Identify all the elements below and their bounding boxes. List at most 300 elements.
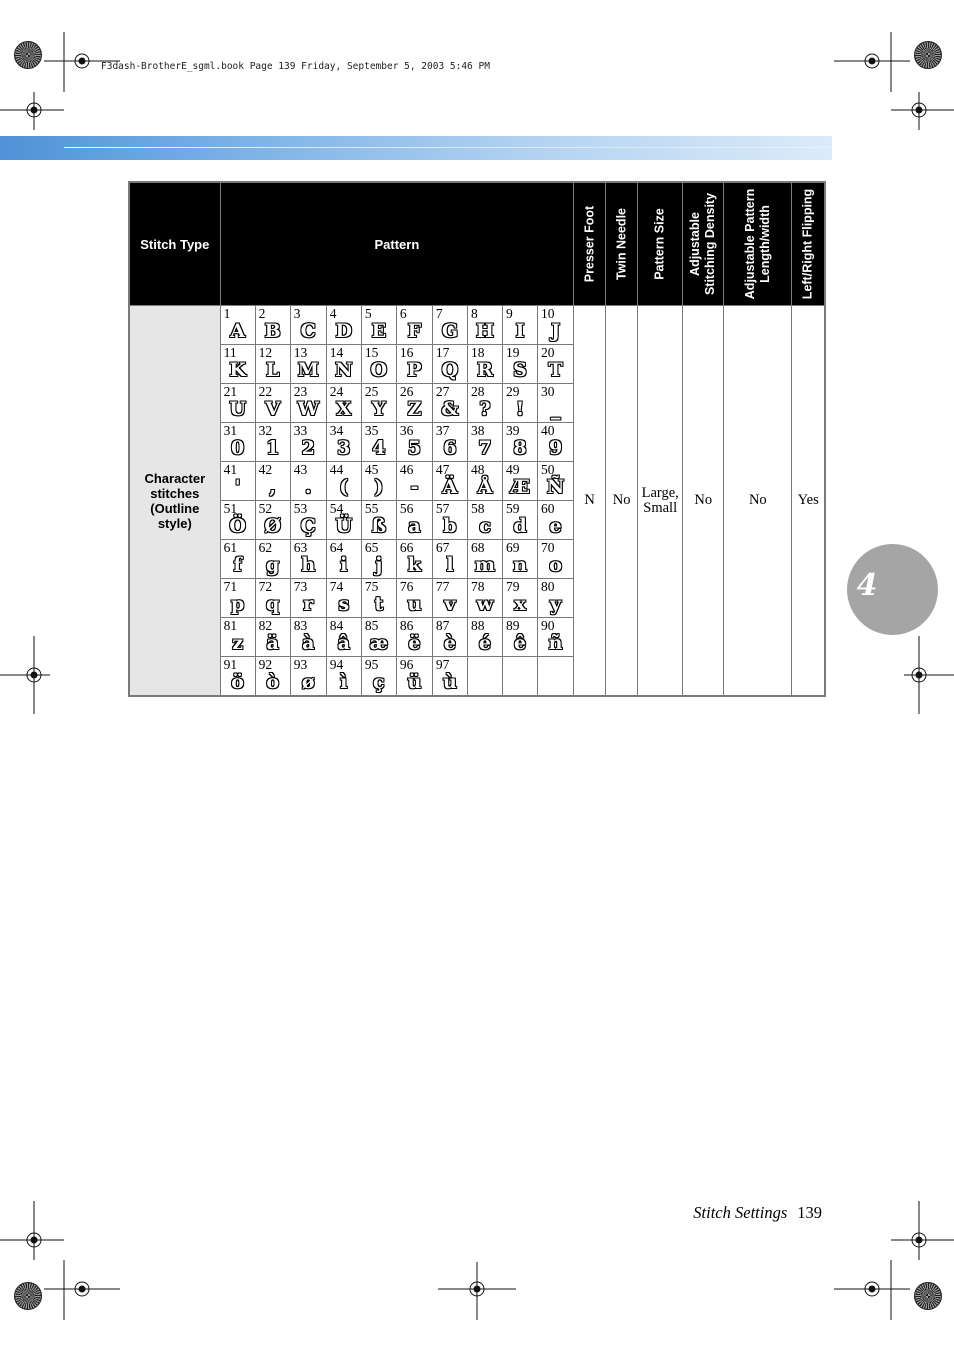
pattern-cell[interactable] — [361, 618, 396, 657]
adjustable-length-width-value — [724, 306, 792, 697]
pattern-number: 87 — [435, 618, 450, 633]
pattern-glyph: ( — [339, 476, 349, 498]
pattern-number: 83 — [293, 618, 308, 633]
pattern-number: 67 — [435, 540, 450, 555]
pattern-glyph: v — [444, 593, 456, 615]
pattern-cell[interactable] — [326, 579, 361, 618]
pattern-cell[interactable] — [503, 462, 538, 501]
pattern-cell[interactable] — [432, 423, 467, 462]
pattern-cell[interactable] — [467, 540, 502, 579]
pattern-glyph: C — [300, 320, 316, 342]
pattern-glyph: G — [441, 320, 459, 342]
pattern-cell[interactable] — [538, 423, 574, 462]
pattern-cell[interactable] — [467, 384, 502, 423]
pattern-glyph: â — [337, 632, 350, 654]
pattern-glyph: Q — [441, 359, 459, 381]
pattern-glyph: m — [474, 554, 496, 576]
footer-section-title: Stitch Settings — [693, 1203, 788, 1222]
stitch-type-line: (Outline — [150, 500, 200, 516]
pattern-cell[interactable] — [538, 462, 574, 501]
pattern-glyph: h — [301, 554, 316, 576]
pattern-number: 47 — [435, 462, 450, 477]
pattern-cell[interactable] — [220, 657, 255, 697]
pattern-glyph: ) — [374, 476, 384, 498]
pattern-number: 43 — [293, 462, 308, 477]
pattern-glyph: , — [269, 476, 276, 498]
pattern-number: 28 — [470, 384, 485, 399]
pattern-glyph: ê — [513, 632, 527, 654]
pattern-number: 9 — [506, 306, 513, 321]
pattern-cell[interactable] — [503, 345, 538, 384]
pattern-number: 48 — [470, 462, 485, 477]
pattern-glyph: X — [336, 398, 352, 420]
pattern-cell[interactable] — [538, 579, 574, 618]
pattern-number: 50 — [541, 462, 555, 477]
pattern-number: 35 — [364, 423, 379, 438]
pattern-cell[interactable] — [220, 462, 255, 501]
pattern-number: 90 — [541, 618, 555, 633]
pattern-number: 70 — [541, 540, 555, 555]
pattern-glyph: Ä — [442, 476, 458, 498]
pattern-glyph: & — [441, 398, 459, 420]
pattern-number: 78 — [470, 579, 485, 594]
pattern-number: 72 — [258, 579, 273, 594]
pattern-glyph: D — [335, 320, 353, 342]
pattern-cell[interactable] — [396, 618, 432, 657]
pattern-number: 34 — [329, 423, 344, 438]
pattern-number: 65 — [364, 540, 379, 555]
twin-needle-value — [606, 306, 638, 697]
pattern-cell[interactable] — [326, 540, 361, 579]
stitch-settings-table — [128, 181, 826, 697]
pattern-cell[interactable] — [220, 384, 255, 423]
pattern-number: 76 — [399, 579, 414, 594]
pattern-cell[interactable] — [432, 540, 467, 579]
pattern-cell[interactable] — [467, 423, 502, 462]
pattern-glyph: è — [443, 632, 456, 654]
pattern-size-value-text: Small — [643, 499, 678, 516]
pattern-glyph: 2 — [301, 437, 315, 459]
stitch-type-line: stitches — [150, 485, 200, 501]
header-adjustable-density: Adjustable Stitching Density — [683, 182, 724, 306]
stitch-type-line: Character — [144, 470, 206, 486]
pattern-number: 86 — [399, 618, 414, 633]
pattern-cell[interactable] — [220, 579, 255, 618]
pattern-cell[interactable] — [467, 618, 502, 657]
chapter-number: 4 — [856, 568, 878, 603]
pattern-glyph: t — [374, 593, 384, 615]
pattern-number: 24 — [329, 384, 344, 399]
pattern-number: 7 — [435, 306, 443, 321]
pattern-cell[interactable] — [290, 306, 326, 345]
pattern-cell[interactable] — [326, 306, 361, 345]
pattern-cell[interactable] — [255, 462, 290, 501]
left-right-flipping-value — [792, 306, 825, 697]
pattern-number: 26 — [399, 384, 414, 399]
pattern-number: 29 — [506, 384, 520, 399]
pattern-cell[interactable] — [538, 306, 574, 345]
pattern-number: 58 — [470, 501, 485, 516]
pattern-cell[interactable] — [538, 501, 574, 540]
pattern-cell[interactable] — [220, 501, 255, 540]
pattern-glyph: O — [370, 359, 388, 381]
pattern-number: 40 — [541, 423, 555, 438]
pattern-number: 68 — [470, 540, 485, 555]
pattern-number: 19 — [506, 345, 520, 360]
pattern-glyph: V — [265, 398, 281, 420]
pattern-cell[interactable] — [467, 579, 502, 618]
pattern-glyph: ø — [301, 671, 315, 693]
pattern-number: 93 — [293, 657, 308, 672]
pattern-number: 80 — [541, 579, 555, 594]
pattern-glyph: Ü — [335, 515, 353, 537]
pattern-glyph: i — [340, 554, 348, 576]
pattern-cell[interactable] — [255, 306, 290, 345]
pattern-glyph: 8 — [513, 437, 527, 459]
adjustable-density-value — [683, 306, 724, 697]
pattern-cell[interactable] — [503, 306, 538, 345]
pattern-glyph: Y — [372, 398, 386, 420]
pattern-number: 16 — [399, 345, 414, 360]
pattern-number: 88 — [470, 618, 485, 633]
page-number: 139 — [797, 1203, 822, 1222]
pattern-number: 60 — [541, 501, 555, 516]
pattern-number: 11 — [223, 345, 237, 360]
empty-cell — [538, 657, 574, 697]
pattern-number: 52 — [258, 501, 273, 516]
pattern-cell[interactable] — [361, 657, 396, 697]
pattern-number: 2 — [258, 306, 266, 321]
pattern-number: 84 — [329, 618, 344, 633]
pattern-cell[interactable] — [396, 423, 432, 462]
pattern-cell[interactable] — [432, 618, 467, 657]
pattern-number: 82 — [258, 618, 273, 633]
pattern-cell[interactable] — [503, 501, 538, 540]
pattern-number: 15 — [364, 345, 379, 360]
page-footer — [693, 1203, 822, 1223]
pattern-cell[interactable] — [432, 579, 467, 618]
pattern-cell[interactable] — [396, 657, 432, 697]
pattern-cell[interactable] — [255, 501, 290, 540]
pattern-glyph: à — [302, 632, 315, 654]
pattern-cell[interactable] — [255, 345, 290, 384]
pattern-glyph: 9 — [548, 437, 563, 459]
pattern-cell[interactable] — [220, 345, 255, 384]
pattern-number: 1 — [223, 306, 231, 321]
pattern-glyph: ñ — [548, 632, 563, 654]
header-adjustable-length-width: Adjustable Pattern Length/width — [724, 182, 792, 306]
twin-needle-value-text: No — [612, 492, 631, 508]
pattern-number: 42 — [258, 462, 273, 477]
pattern-glyph: T — [548, 359, 563, 381]
pattern-number: 91 — [223, 657, 238, 672]
pattern-cell[interactable] — [396, 384, 432, 423]
pattern-glyph: n — [513, 554, 527, 576]
pattern-number: 31 — [223, 423, 238, 438]
pattern-cell[interactable] — [503, 540, 538, 579]
pattern-glyph: e — [549, 515, 562, 537]
pattern-glyph: Æ — [510, 476, 530, 498]
pattern-number: 66 — [399, 540, 414, 555]
pattern-number: 22 — [258, 384, 273, 399]
adjustable-density-value-text: No — [694, 492, 713, 508]
pattern-glyph: R — [477, 359, 493, 381]
stitch-type-cell — [129, 306, 220, 697]
pattern-cell[interactable] — [361, 306, 396, 345]
left-right-flipping-value-text: Yes — [797, 492, 819, 508]
pattern-cell[interactable] — [396, 306, 432, 345]
pattern-number: 54 — [329, 501, 344, 516]
pattern-glyph: 7 — [478, 437, 492, 459]
pattern-number: 20 — [541, 345, 555, 360]
pattern-cell[interactable] — [432, 657, 467, 697]
pattern-cell[interactable] — [361, 345, 396, 384]
pattern-number: 74 — [329, 579, 344, 594]
pattern-glyph: B — [264, 320, 281, 342]
pattern-cell[interactable] — [326, 384, 361, 423]
pattern-number: 55 — [364, 501, 379, 516]
pattern-cell[interactable] — [503, 423, 538, 462]
pattern-cell[interactable] — [326, 462, 361, 501]
pattern-number: 41 — [223, 462, 238, 477]
pattern-glyph: é — [478, 632, 492, 654]
pattern-number: 3 — [293, 306, 301, 321]
pattern-cell[interactable] — [432, 501, 467, 540]
pattern-cell[interactable] — [326, 657, 361, 697]
pattern-number: 25 — [364, 384, 379, 399]
pattern-number: 89 — [506, 618, 520, 633]
pattern-number: 39 — [506, 423, 520, 438]
pattern-glyph: _ — [550, 398, 561, 420]
pattern-glyph: ' — [234, 476, 241, 498]
pattern-cell[interactable] — [361, 384, 396, 423]
pattern-number: 59 — [506, 501, 520, 516]
pattern-cell[interactable] — [503, 384, 538, 423]
pattern-cell[interactable] — [220, 618, 255, 657]
pattern-glyph: J — [551, 320, 561, 342]
pattern-cell[interactable] — [396, 501, 432, 540]
pattern-cell[interactable] — [467, 501, 502, 540]
pattern-number: 81 — [223, 618, 238, 633]
pattern-number: 46 — [399, 462, 414, 477]
pattern-glyph: Z — [407, 398, 422, 420]
header-stitch-type: Stitch Type — [129, 182, 220, 306]
pattern-glyph: ç — [373, 671, 385, 693]
pattern-cell[interactable] — [290, 384, 326, 423]
pattern-cell[interactable] — [326, 618, 361, 657]
pattern-number: 95 — [364, 657, 379, 672]
pattern-cell[interactable] — [467, 462, 502, 501]
table-row — [129, 306, 825, 345]
pattern-cell[interactable] — [326, 501, 361, 540]
pattern-size-value-text: Large, — [641, 484, 679, 501]
pattern-number: 97 — [435, 657, 450, 672]
pattern-cell[interactable] — [326, 345, 361, 384]
pattern-cell[interactable] — [255, 657, 290, 697]
print-header-line: F3dash-BrotherE_sgml.book Page 139 Friday, September 5, 2003 5:46 PM — [101, 61, 490, 72]
pattern-glyph: ß — [371, 515, 387, 537]
pattern-glyph: l — [446, 554, 454, 576]
pattern-number: 6 — [399, 306, 407, 321]
pattern-cell[interactable] — [503, 618, 538, 657]
presser-foot-value-text: N — [584, 492, 595, 508]
pattern-number: 12 — [258, 345, 273, 360]
pattern-glyph: k — [407, 554, 421, 576]
pattern-glyph: H — [476, 320, 494, 342]
pattern-number: 44 — [329, 462, 344, 477]
pattern-number: 18 — [470, 345, 485, 360]
pattern-cell[interactable] — [432, 306, 467, 345]
pattern-cell[interactable] — [290, 423, 326, 462]
pattern-glyph: 5 — [407, 437, 421, 459]
pattern-glyph: ù — [443, 671, 457, 693]
pattern-number: 45 — [364, 462, 379, 477]
pattern-number: 10 — [541, 306, 555, 321]
pattern-glyph: P — [407, 359, 422, 381]
pattern-cell[interactable] — [396, 579, 432, 618]
pattern-glyph: A — [230, 320, 246, 342]
pattern-number: 53 — [293, 501, 308, 516]
pattern-glyph: ! — [515, 398, 525, 420]
pattern-glyph: y — [550, 593, 562, 615]
pattern-glyph: w — [476, 593, 494, 615]
pattern-cell[interactable] — [290, 618, 326, 657]
pattern-number: 13 — [293, 345, 308, 360]
pattern-cell[interactable] — [396, 540, 432, 579]
pattern-glyph: ö — [231, 671, 244, 693]
pattern-cell[interactable] — [538, 384, 574, 423]
pattern-glyph: Ç — [300, 515, 316, 537]
pattern-glyph: 1 — [266, 437, 280, 459]
pattern-cell[interactable] — [220, 423, 255, 462]
empty-cell — [503, 657, 538, 697]
pattern-glyph: I — [515, 320, 525, 342]
pattern-number: 57 — [435, 501, 450, 516]
pattern-glyph: b — [443, 515, 457, 537]
pattern-glyph: U — [229, 398, 246, 420]
pattern-number: 17 — [435, 345, 450, 360]
pattern-glyph: ì — [340, 671, 348, 693]
pattern-cell[interactable] — [326, 423, 361, 462]
header-twin-needle: Twin Needle — [606, 182, 638, 306]
pattern-number: 30 — [541, 384, 555, 399]
pattern-glyph: æ — [369, 632, 389, 654]
pattern-glyph: . — [304, 476, 312, 498]
pattern-cell[interactable] — [361, 501, 396, 540]
pattern-number: 79 — [506, 579, 520, 594]
pattern-cell[interactable] — [220, 306, 255, 345]
pattern-glyph: s — [338, 593, 350, 615]
pattern-glyph: x — [514, 593, 526, 615]
pattern-glyph: 0 — [231, 437, 245, 459]
pattern-cell[interactable] — [255, 423, 290, 462]
adjustable-length-width-value-text: No — [748, 492, 767, 508]
pattern-number: 49 — [506, 462, 520, 477]
pattern-glyph: d — [513, 515, 527, 537]
header-pattern-size: Pattern Size — [638, 182, 683, 306]
pattern-cell[interactable] — [255, 618, 290, 657]
pattern-glyph: 4 — [372, 437, 386, 459]
pattern-cell[interactable] — [467, 306, 502, 345]
pattern-glyph: a — [408, 515, 421, 537]
pattern-number: 77 — [435, 579, 450, 594]
pattern-glyph: S — [513, 359, 527, 381]
pattern-glyph: Ö — [229, 515, 246, 537]
pattern-cell[interactable] — [290, 540, 326, 579]
pattern-glyph: ü — [407, 671, 422, 693]
pattern-cell[interactable] — [290, 579, 326, 618]
pattern-number: 4 — [329, 306, 337, 321]
pattern-cell[interactable] — [290, 501, 326, 540]
pattern-cell[interactable] — [255, 540, 290, 579]
pattern-glyph: g — [266, 554, 280, 576]
pattern-cell[interactable] — [361, 579, 396, 618]
pattern-number: 27 — [435, 384, 450, 399]
pattern-cell[interactable] — [538, 540, 574, 579]
pattern-number: 94 — [329, 657, 344, 672]
pattern-cell[interactable] — [432, 345, 467, 384]
pattern-cell[interactable] — [538, 345, 574, 384]
pattern-cell[interactable] — [503, 579, 538, 618]
pattern-cell[interactable] — [290, 462, 326, 501]
pattern-cell[interactable] — [538, 618, 574, 657]
pattern-glyph: Ñ — [546, 476, 565, 498]
pattern-cell[interactable] — [290, 657, 326, 697]
pattern-cell[interactable] — [290, 345, 326, 384]
pattern-number: 75 — [364, 579, 379, 594]
pattern-cell[interactable] — [255, 579, 290, 618]
pattern-cell[interactable] — [361, 540, 396, 579]
pattern-number: 33 — [293, 423, 308, 438]
pattern-number: 56 — [399, 501, 414, 516]
pattern-number: 64 — [329, 540, 344, 555]
pattern-glyph: f — [233, 554, 242, 576]
pattern-number: 5 — [364, 306, 372, 321]
pattern-cell[interactable] — [396, 462, 432, 501]
pattern-glyph: Ø — [264, 515, 281, 537]
pattern-number: 85 — [364, 618, 379, 633]
pattern-glyph: Å — [477, 476, 493, 498]
pattern-glyph: z — [232, 632, 244, 654]
pattern-cell[interactable] — [432, 462, 467, 501]
pattern-glyph: ò — [266, 671, 280, 693]
pattern-number: 21 — [223, 384, 238, 399]
header-color-band — [0, 136, 832, 160]
pattern-glyph: L — [266, 359, 280, 381]
header-band-line — [64, 147, 832, 148]
pattern-number: 36 — [399, 423, 414, 438]
pattern-number: 14 — [329, 345, 344, 360]
pattern-cell[interactable] — [255, 384, 290, 423]
pattern-glyph: 3 — [337, 437, 351, 459]
pattern-glyph: ? — [479, 398, 491, 420]
pattern-cell[interactable] — [361, 462, 396, 501]
pattern-cell[interactable] — [361, 423, 396, 462]
pattern-cell[interactable] — [396, 345, 432, 384]
pattern-glyph: 6 — [443, 437, 457, 459]
pattern-number: 23 — [293, 384, 308, 399]
pattern-cell[interactable] — [432, 384, 467, 423]
header-presser-foot: Presser Foot — [574, 182, 606, 306]
pattern-glyph: K — [229, 359, 246, 381]
pattern-glyph: ë — [408, 632, 421, 654]
pattern-cell[interactable] — [220, 540, 255, 579]
pattern-cell[interactable] — [467, 345, 502, 384]
pattern-glyph: W — [297, 398, 319, 420]
pattern-number: 61 — [223, 540, 238, 555]
chapter-tab — [847, 544, 938, 635]
pattern-glyph: q — [266, 593, 280, 615]
